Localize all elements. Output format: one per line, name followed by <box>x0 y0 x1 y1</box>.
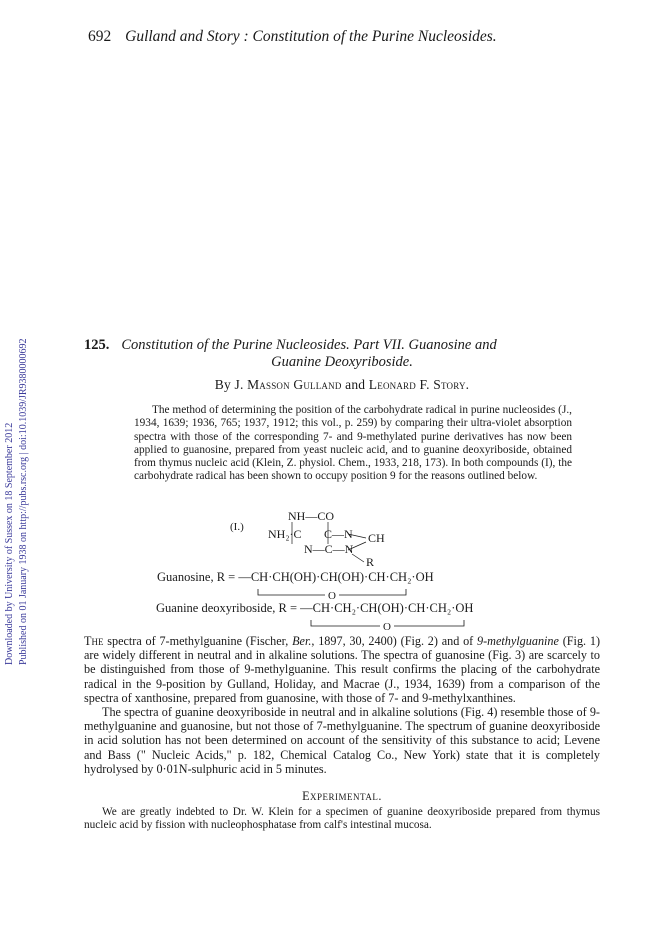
title-line-1: Constitution of the Purine Nucleosides. Part VII. Guanosine and <box>121 337 497 353</box>
formula-r: R <box>366 555 375 568</box>
deoxyriboside-ring-bracket <box>310 620 465 630</box>
formula-nh-co: NH—CO <box>288 509 335 523</box>
structural-formula <box>230 508 410 568</box>
download-notice: Downloaded by University of Sussex on 18 September 2012 <box>4 422 15 665</box>
p1-journal: Ber. <box>292 634 312 648</box>
formula-ch: CH <box>368 531 385 545</box>
author-1: J. Masson Gulland <box>234 377 342 392</box>
p1-compound: 9-methylguanine <box>477 634 559 648</box>
formula-c-n: C—N <box>324 527 353 541</box>
publication-notice: Published on 01 January 1938 on http://pubs.rsc.org | doi:10.1039/JR9380000692 <box>18 338 29 665</box>
formula-n-c-n: N—C—N <box>304 542 354 556</box>
experimental-text: We are greatly indebted to Dr. W. Klein for a specimen of guanine deoxyriboside prepared from thymus nucleic acid by fission with nucleophosphatase from calf's intestinal mucosa. <box>84 806 600 832</box>
experimental-heading: Experimental. <box>302 789 382 803</box>
paragraph-1 <box>84 634 600 705</box>
author-2: Leonard F. Story. <box>368 377 470 392</box>
p1-part-a: spectra of 7-methylguanine (Fischer, <box>103 634 293 648</box>
author-line <box>84 377 600 393</box>
abstract-text: The method of determining the position of the carbohydrate radical in purine nucleosides (J., 1934, 1639; 1936, 765; 1937, 1912; this vol., p. 259) by comparing their ultra-violet absorption spectra with those of the corresponding 7- and 9-methylated purine derivatives has now been applied to guanosine, prepared from yeast nucleic acid, and to guanine deoxyriboside, obtained from thymus nucleic acid (Klein, Z. physiol. Chem., 1933, 218, 173). In both compounds (I), the carbohydrate radical has been shown to occupy position 9 for the reasons outlined below. <box>134 404 572 483</box>
p1-part-c: (Fig. 1) are widely different in neutral and in alkaline solutions. The spectra of guanosine (Fig. 3) are scarcely to be distinguished from those of 9-methylguanine. This result confirms the placing of the carbohydrate radical in the 9-position by Gulland, Holiday, and Macrae (J., 1934, 1639) from a comparison of the spectra of xanthosine, prepared from guanosine, with those of 7- and 9-methylxanthines. <box>84 634 601 705</box>
guanosine-ring-bracket <box>257 589 407 599</box>
running-header <box>88 28 608 46</box>
body-text <box>84 634 600 776</box>
abstract <box>134 404 572 484</box>
title-line-2: Guanine Deoxyriboside. <box>271 354 413 370</box>
guanosine-ring-o: O <box>328 590 336 599</box>
p1-part-b: , 1897, 30, 2400) (Fig. 2) and of <box>311 634 478 648</box>
article-title <box>84 337 600 371</box>
formula-label: (I.) <box>230 521 244 533</box>
and-word: and <box>345 377 366 392</box>
guanosine-line: Guanosine, R = —CH·CH(OH)·CH(OH)·CH·CH₂·OH <box>157 570 434 584</box>
by-word: By <box>214 377 231 392</box>
formula-nh2-c: NH₂·C <box>268 527 302 541</box>
paragraph-2: The spectra of guanine deoxyriboside in neutral and in alkaline solutions (Fig. 4) resemble those of 9-methylguanine and guanosine, but not those of 7-methylguanine. The spectrum of guanine deoxyriboside in acid solution has not been determined on account of the sensitivity of this substance to acid; Levene and Bass (" Nucleic Acids," p. 182, Chemical Catalog Co., New York) state that it is completely hydrolysed by 0·01N-sulphuric acid in 5 minutes. <box>84 705 600 776</box>
deoxyriboside-ring-o: O <box>383 621 391 630</box>
article-number: 125. <box>84 337 110 353</box>
page-number: 692 <box>88 28 112 45</box>
p1-lead: The <box>84 634 104 648</box>
running-title: Gulland and Story : Constitution of the Purine Nucleosides. <box>125 28 497 45</box>
deoxyriboside-line: Guanine deoxyriboside, R = —CH·CH₂·CH(OH)·CH·CH₂·OH <box>156 601 474 615</box>
experimental-section <box>84 806 600 833</box>
bond-r <box>352 554 364 562</box>
